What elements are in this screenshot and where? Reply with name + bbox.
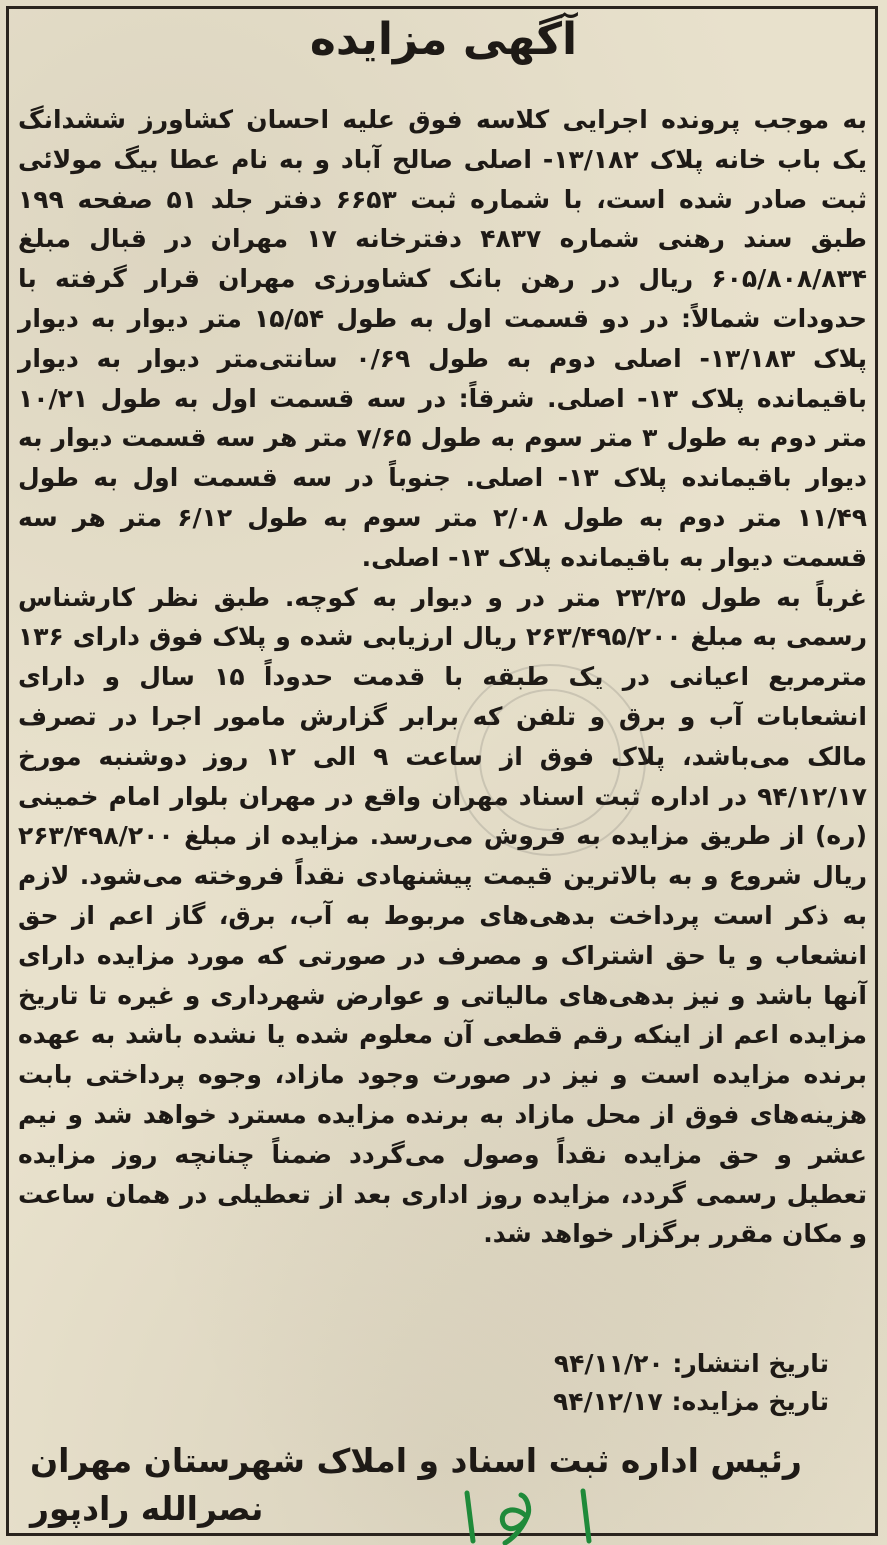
publish-date: تاریخ انتشار: ۹۴/۱۱/۲۰: [553, 1349, 829, 1378]
signature-title: رئیس اداره ثبت اسناد و املاک شهرستان مهران: [30, 1441, 802, 1480]
notice-paragraph-2: غرباً به طول ۲۳/۲۵ متر در و دیوار به کوچه. طبق نظر کارشناس رسمی به مبلغ ۲۶۳/۴۹۵/۲۰۰ ریال ارزیابی شده و پلاک فوق دارای ۱۳۶ مترمربع اعیانی در یک طبقه با قدمت حدوداً ۱۵ سال و دارای انشعابات آب و برق و تلفن که برابر گزارش مامور اجرا در تصرف مالک می‌باشد، پلاک فوق از ساعت ۹ الی ۱۲ روز دوشنبه مورخ ۹۴/۱۲/۱۷ در اداره ثبت اسناد مهران واقع در مهران بلوار امام خمینی (ره) از طریق مزایده به فروش می‌رسد. مزایده از مبلغ ۲۶۳/۴۹۸/۲۰۰ ریال شروع و به بالاترین قیمت پیشنهادی نقداً فروخته می‌شود. لازم به ذکر است پرداخت بدهی‌های مربوط به آب، برق، گاز اعم از حق انشعاب و یا حق اشتراک و مصرف در صورتی که مورد مزایده دارای آنها باشد و نیز بدهی‌های مالیاتی و عوارض شهرداری و غیره تا تاریخ مزایده اعم از اینکه رقم قطعی آن معلوم شده یا نشده باشد به عهده برنده مزایده است و نیز در صورت وجود مازاد، وجوه پرداختی بابت هزینه‌های فوق از محل مازاد به برنده مزایده مسترد خواهد شد و نیم عشر و حق مزایده نقداً وصول می‌گردد ضمناً چنانچه روز مزایده تعطیل رسمی گردد، مزایده روز اداری بعد از تعطیلی در همان ساعت و مکان مقرر برگزار خواهد شد.: [18, 582, 868, 1249]
signature-name: نصرالله رادپور: [30, 1489, 264, 1528]
handwritten-number-mark: [455, 1485, 615, 1545]
signature-block: [30, 1437, 802, 1533]
auction-date: تاریخ مزایده: ۹۴/۱۲/۱۷: [553, 1387, 829, 1416]
notice-title: آگهی مزایده: [309, 14, 578, 65]
notice-paragraph-1: به موجب پرونده اجرایی کلاسه فوق علیه احسان کشاورز ششدانگ یک باب خانه پلاک ۱۳/۱۸۲- اصلی صالح آباد و به نام عطا بیگ مولائی ثبت صادر شده است، با شماره ثبت ۶۶۵۳ دفتر جلد ۵۱ صفحه ۱۹۹ طبق سند رهنی شماره ۴۸۳۷ دفترخانه ۱۷ مهران در قبال مبلغ ۶۰۵/۸۰۸/۸۳۴ ریال در رهن بانک کشاورزی مهران قرار گرفته با حدودات شمالاً: در دو قسمت اول به طول ۱۵/۵۴ متر دیوار به دیوار پلاک ۱۳/۱۸۳- اصلی دوم به طول ۰/۶۹ سانتی‌متر دیوار به دیوار باقیمانده پلاک ۱۳- اصلی. شرقاً: در سه قسمت اول به طول ۱۰/۲۱ متر دوم به طول ۳ متر سوم به طول ۷/۶۵ متر هر سه قسمت دیوار به دیوار باقیمانده پلاک ۱۳- اصلی. جنوباً در سه قسمت اول به طول ۱۱/۴۹ متر دوم به طول ۲/۰۸ متر سوم به طول ۶/۱۲ متر هر سه قسمت دیوار به باقیمانده پلاک ۱۳- اصلی.: [18, 105, 868, 572]
notice-body: [18, 100, 867, 1254]
notice-dates: [553, 1345, 829, 1421]
